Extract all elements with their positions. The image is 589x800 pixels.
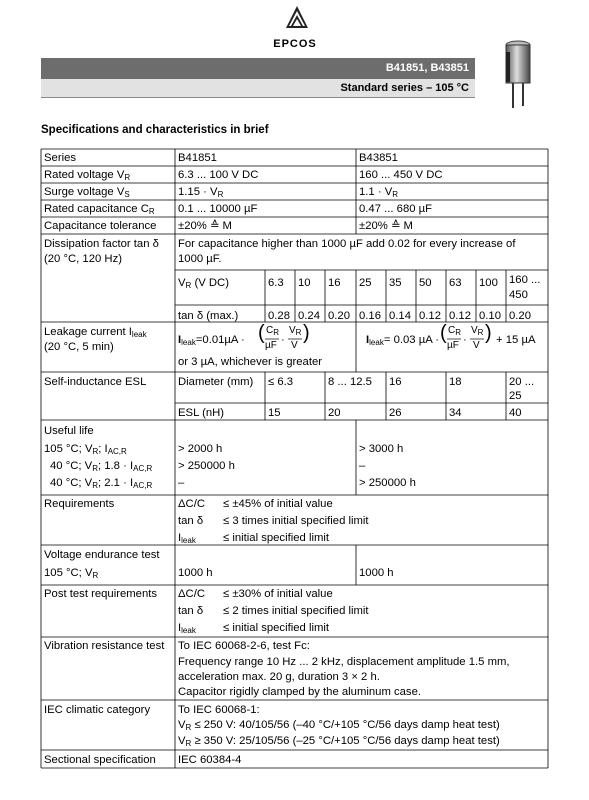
esl-cell: 34 [449,407,462,419]
frac-cr-b: $C_R$ [448,325,462,337]
dissipation-label-cond: (20 °C, 120 Hz) [44,253,122,265]
leakage-tail: + 15 µA [496,334,536,346]
climatic-line-1: To IEC 60068-1: [178,704,260,716]
useful-life-cond-2: 40 °C; $V_R$; $1.8 \cdot I_{AC,R}$ [50,460,153,473]
paren-open: ( [258,322,265,344]
vr-header: $V_R$ (V DC) [178,277,229,290]
endurance-b: 1000 h [359,567,394,579]
esl-cell: 20 [328,407,341,419]
endurance-label: Voltage endurance test [44,549,160,561]
endurance-cond: 105 °C; $V_R$ [44,567,99,580]
rated-capacitance-a: 0.1 ... 10000 µF [178,203,258,215]
vibration-line: Capacitor rigidly clamped by the aluminum case. [178,686,421,698]
brand-logo-text: EPCOS [273,38,317,50]
paren-close: ) [303,322,310,344]
frac-uf: µF [265,340,277,351]
esl-cell: 40 [509,407,522,419]
voltage-cell: 100 [479,277,498,289]
tan-cell: 0.20 [328,310,350,322]
voltage-cell: 50 [419,277,432,289]
frac-vr-b: $V_R$ [471,325,484,337]
voltage-cell: 25 [359,277,372,289]
req-key: $I_{leak}$ [178,532,196,545]
frac-uf-b: µF [447,340,459,351]
frac-vr: $V_R$ [289,325,302,337]
cap-tolerance-b: ±20% ≙ M [359,220,413,232]
tan-cell: 0.24 [298,310,320,322]
post-key: $I_{leak}$ [178,622,196,635]
tan-cell: 0.12 [419,310,441,322]
surge-voltage-a: $1.15 \cdot V_R$ [178,186,224,199]
voltage-cell: 35 [389,277,402,289]
series-b: B43851 [359,152,398,164]
sectional-value: IEC 60384-4 [178,754,242,766]
voltage-cell: 63 [449,277,462,289]
surge-voltage-label: Surge voltage $V_S$ [44,186,130,199]
tan-cell: 0.28 [268,310,290,322]
esl-label: Self-inductance ESL [44,376,147,388]
esl-cell: 15 [268,407,281,419]
post-value: ≤ ±30% of initial value [223,588,333,600]
post-test-label: Post test requirements [44,588,158,600]
climatic-line-2: $V_R \le 250$ V: 40/105/56 (–40 °C/+105 °C/56 days damp heat test) [178,719,500,732]
post-key: tan δ [178,605,204,617]
diameter-cell-2: 25 [509,390,522,402]
section-title: Specifications and characteristics in brief [41,124,269,136]
leakage-label: Leakage current $I_{leak}$ [44,326,147,339]
diameter-header: Diameter (mm) [178,376,254,388]
rated-voltage-label: Rated voltage $V_R$ [44,169,131,182]
climatic-label: IEC climatic category [44,704,151,716]
tan-header: tan δ (max.) [178,310,239,322]
req-key: tan δ [178,515,204,527]
useful-life-a3: – [178,477,185,489]
sectional-label: Sectional specification [44,754,156,766]
rated-capacitance-label: Rated capacitance $C_R$ [44,203,155,216]
rated-voltage-b: 160 ... 450 V DC [359,169,443,181]
dot-b: · [463,334,467,346]
vibration-label: Vibration resistance test [44,640,165,652]
useful-life-a1: > 2000 h [178,443,223,455]
climatic-line-3: $V_R \ge 350$ V: 25/105/56 (–25 °C/+105 °C/56 days damp heat test) [178,735,500,748]
diameter-cell: 8 ... 12.5 [328,376,372,388]
series-title-band: Standard series – 105 °C [41,79,475,98]
leakage-formula-b: $I_{leak}= 0.03$ µA · [366,334,440,347]
tan-cell: 0.16 [359,310,381,322]
frac-v: V [291,340,298,351]
req-value: ≤ ±45% of initial value [223,498,333,510]
post-value: ≤ 2 times initial specified limit [223,605,369,617]
tan-cell: 0.20 [509,310,531,322]
diameter-cell: 16 [389,376,402,388]
dissipation-note-2: 1000 µF. [178,253,222,265]
diameter-cell: ≤ 6.3 [268,376,294,388]
useful-life-cond-3: 40 °C; $V_R$; $2.1 \cdot I_{AC,R}$ [50,477,153,490]
useful-life-a2: > 250000 h [178,460,235,472]
cap-tolerance-label: Capacitance tolerance [44,220,157,232]
rated-capacitance-b: 0.47 ... 680 µF [359,203,433,215]
dissipation-note: For capacitance higher than 1000 µF add 0.02 for every increase of [178,238,516,250]
post-value: ≤ initial specified limit [223,622,330,634]
leakage-formula-a: $I_{leak}=0.01\mu A$ · [178,334,245,347]
paren-close-b: ) [485,322,492,344]
leakage-note: or 3 µA, whichever is greater [178,356,323,368]
rated-voltage-a: 6.3 ... 100 V DC [178,169,259,181]
dissipation-label: Dissipation factor tan δ [44,238,159,250]
voltage-cell: 6.3 [268,277,284,289]
series-label: Series [44,152,77,164]
req-key: ΔC/C [178,498,206,510]
frac-cr: $C_R$ [266,325,280,337]
useful-life-label: Useful life [44,425,94,437]
voltage-cell: 10 [298,277,311,289]
useful-life-cond-1: 105 °C; $V_R$; $I_{AC,R}$ [44,443,127,456]
vibration-line: acceleration max. 20 g, duration 3 × 2 h. [178,671,380,683]
diameter-cell: 20 ... [509,376,535,388]
post-key: ΔC/C [178,588,206,600]
tan-cell: 0.10 [479,310,501,322]
endurance-a: 1000 h [178,567,213,579]
useful-life-b2: – [359,460,366,472]
esl-header: ESL (nH) [178,407,225,419]
part-numbers-band: B41851, B43851 [41,58,475,79]
voltage-cell: 160 ... [509,274,541,286]
requirements-label: Requirements [44,498,115,510]
paren-open-b: ( [440,322,447,344]
tan-cell: 0.14 [389,310,411,322]
frac-v-b: V [473,340,480,351]
useful-life-b3: > 250000 h [359,477,416,489]
esl-cell: 26 [389,407,402,419]
vibration-line: To IEC 60068-2-6, test Fc: [178,640,310,652]
dot: · [281,334,285,346]
vibration-line: Frequency range 10 Hz ... 2 kHz, displacement amplitude 1.5 mm, [178,656,510,668]
voltage-cell: 16 [328,277,341,289]
tan-cell: 0.12 [449,310,471,322]
req-value: ≤ 3 times initial specified limit [223,515,369,527]
voltage-cell-2: 450 [509,289,528,301]
req-value: ≤ initial specified limit [223,532,330,544]
diameter-cell: 18 [449,376,462,388]
surge-voltage-b: $1.1 \cdot V_R$ [359,186,399,199]
series-a: B41851 [178,152,217,164]
cap-tolerance-a: ±20% ≙ M [178,220,232,232]
useful-life-b1: > 3000 h [359,443,404,455]
leakage-label-cond: (20 °C, 5 min) [44,341,114,353]
